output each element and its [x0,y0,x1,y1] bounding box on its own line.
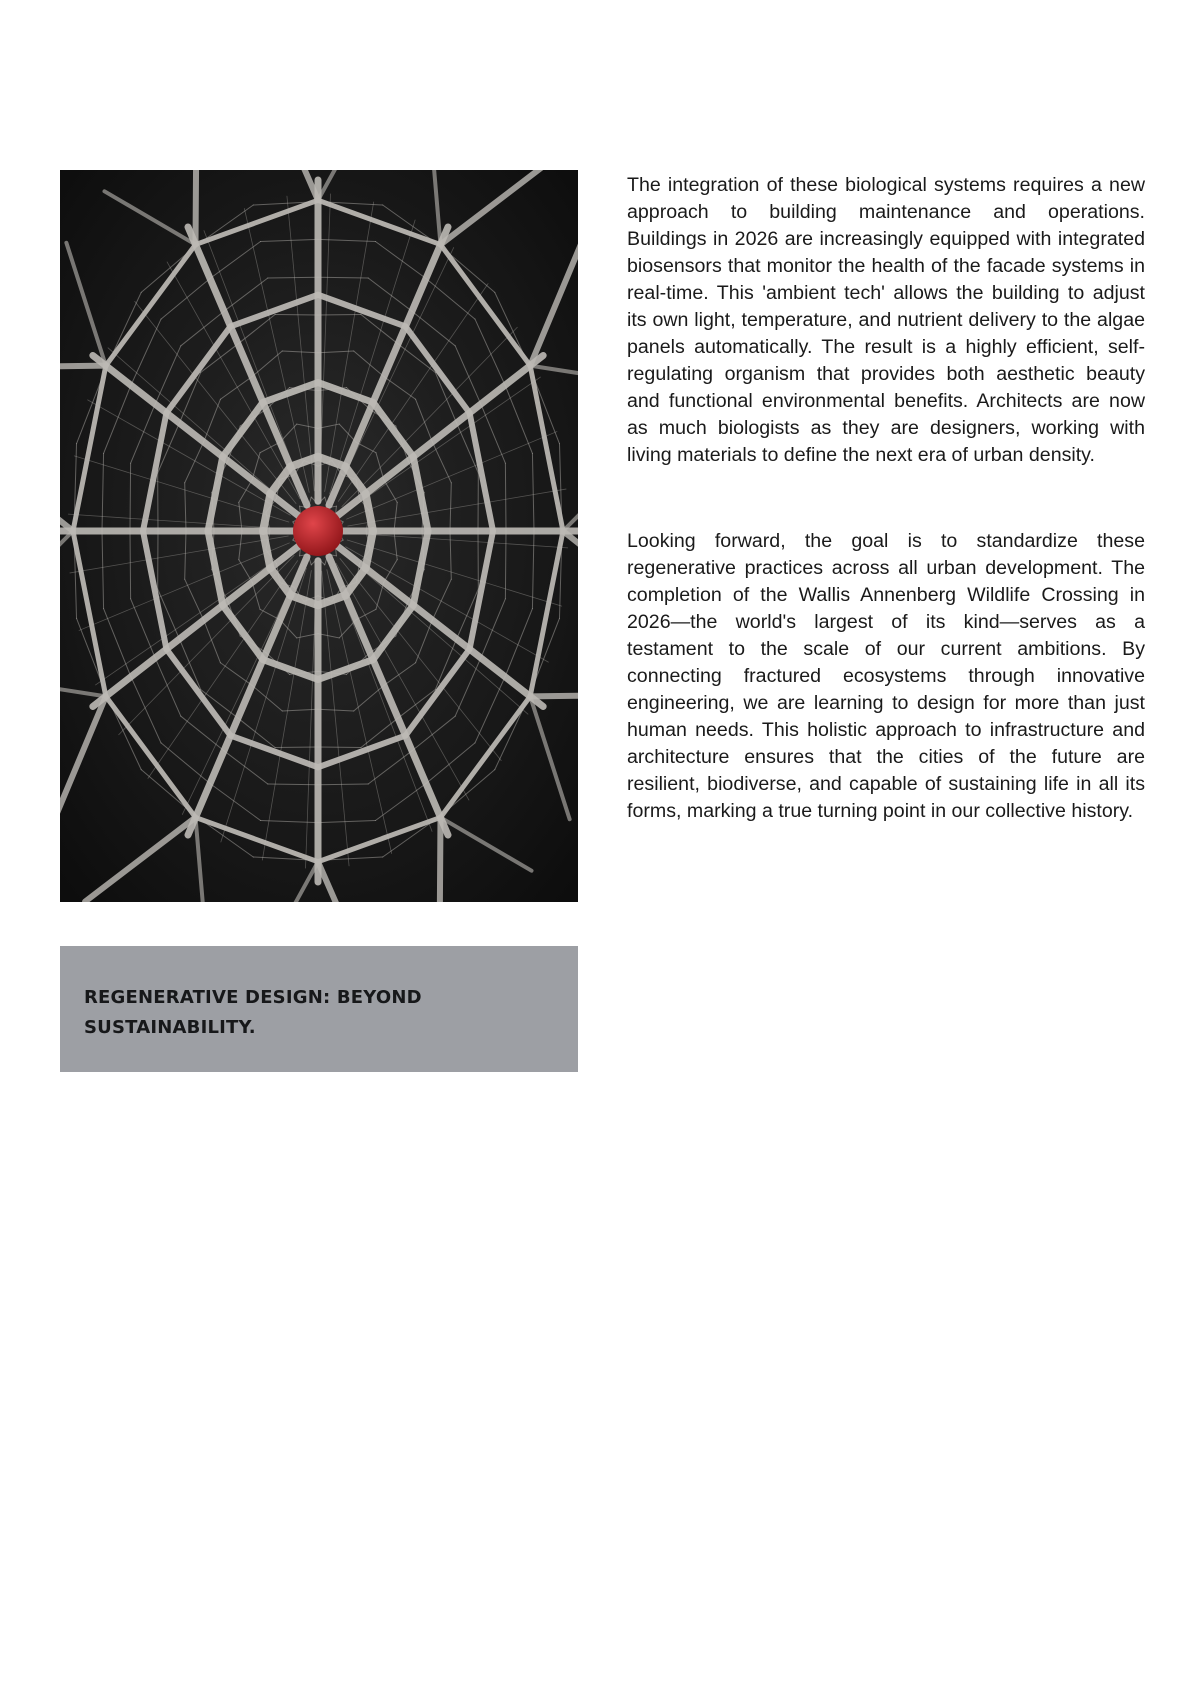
outer-strand [530,695,578,697]
article-paragraph-1: The integration of these biological systems requires a new approach to building maintenance and operations. Buildings in 2026 are increasingly equipped with integrated biosensors that monitor the health of the facade systems in real-time. This 'ambient tech' allows the building to adjust its own light, temperature, and nutrient delivery to the algae panels automatically. The result is a highly efficient, self-regulating organism that provides both aesthetic beauty and functional environmental benefits. Architects are now as much biologists as they are designers, working with living materials to define the next era of urban density. [627,174,1145,466]
outer-strand [196,170,197,245]
caption-box [60,946,578,1072]
organic-web-image [60,170,578,902]
outer-strand [439,817,440,902]
fine-thread [130,531,131,599]
article-paragraph-2: Looking forward, the goal is to standardize these regenerative practices across all urban development. The completion of the Wallis Annenberg Wildlife Crossing in 2026—the world's largest of its kind—serves as a testament to the scale of our current ambitions. By connecting fractured ecosystems through innovative engineering, we are learning to design for more than just human needs. This holistic approach to infrastructure and architecture ensures that the cities of the future are resilient, biodiverse, and capable of sustaining life in all its forms, marking a true turning point in our collective history. [627,530,1145,822]
organic-web-illustration [60,170,578,902]
red-center-dot [293,506,343,556]
fine-thread [505,463,506,531]
caption-title: REGENERATIVE DESIGN: BEYOND SUSTAINABILITY. [84,987,422,1038]
outer-strand [60,366,106,368]
article-text-column [627,172,1145,825]
